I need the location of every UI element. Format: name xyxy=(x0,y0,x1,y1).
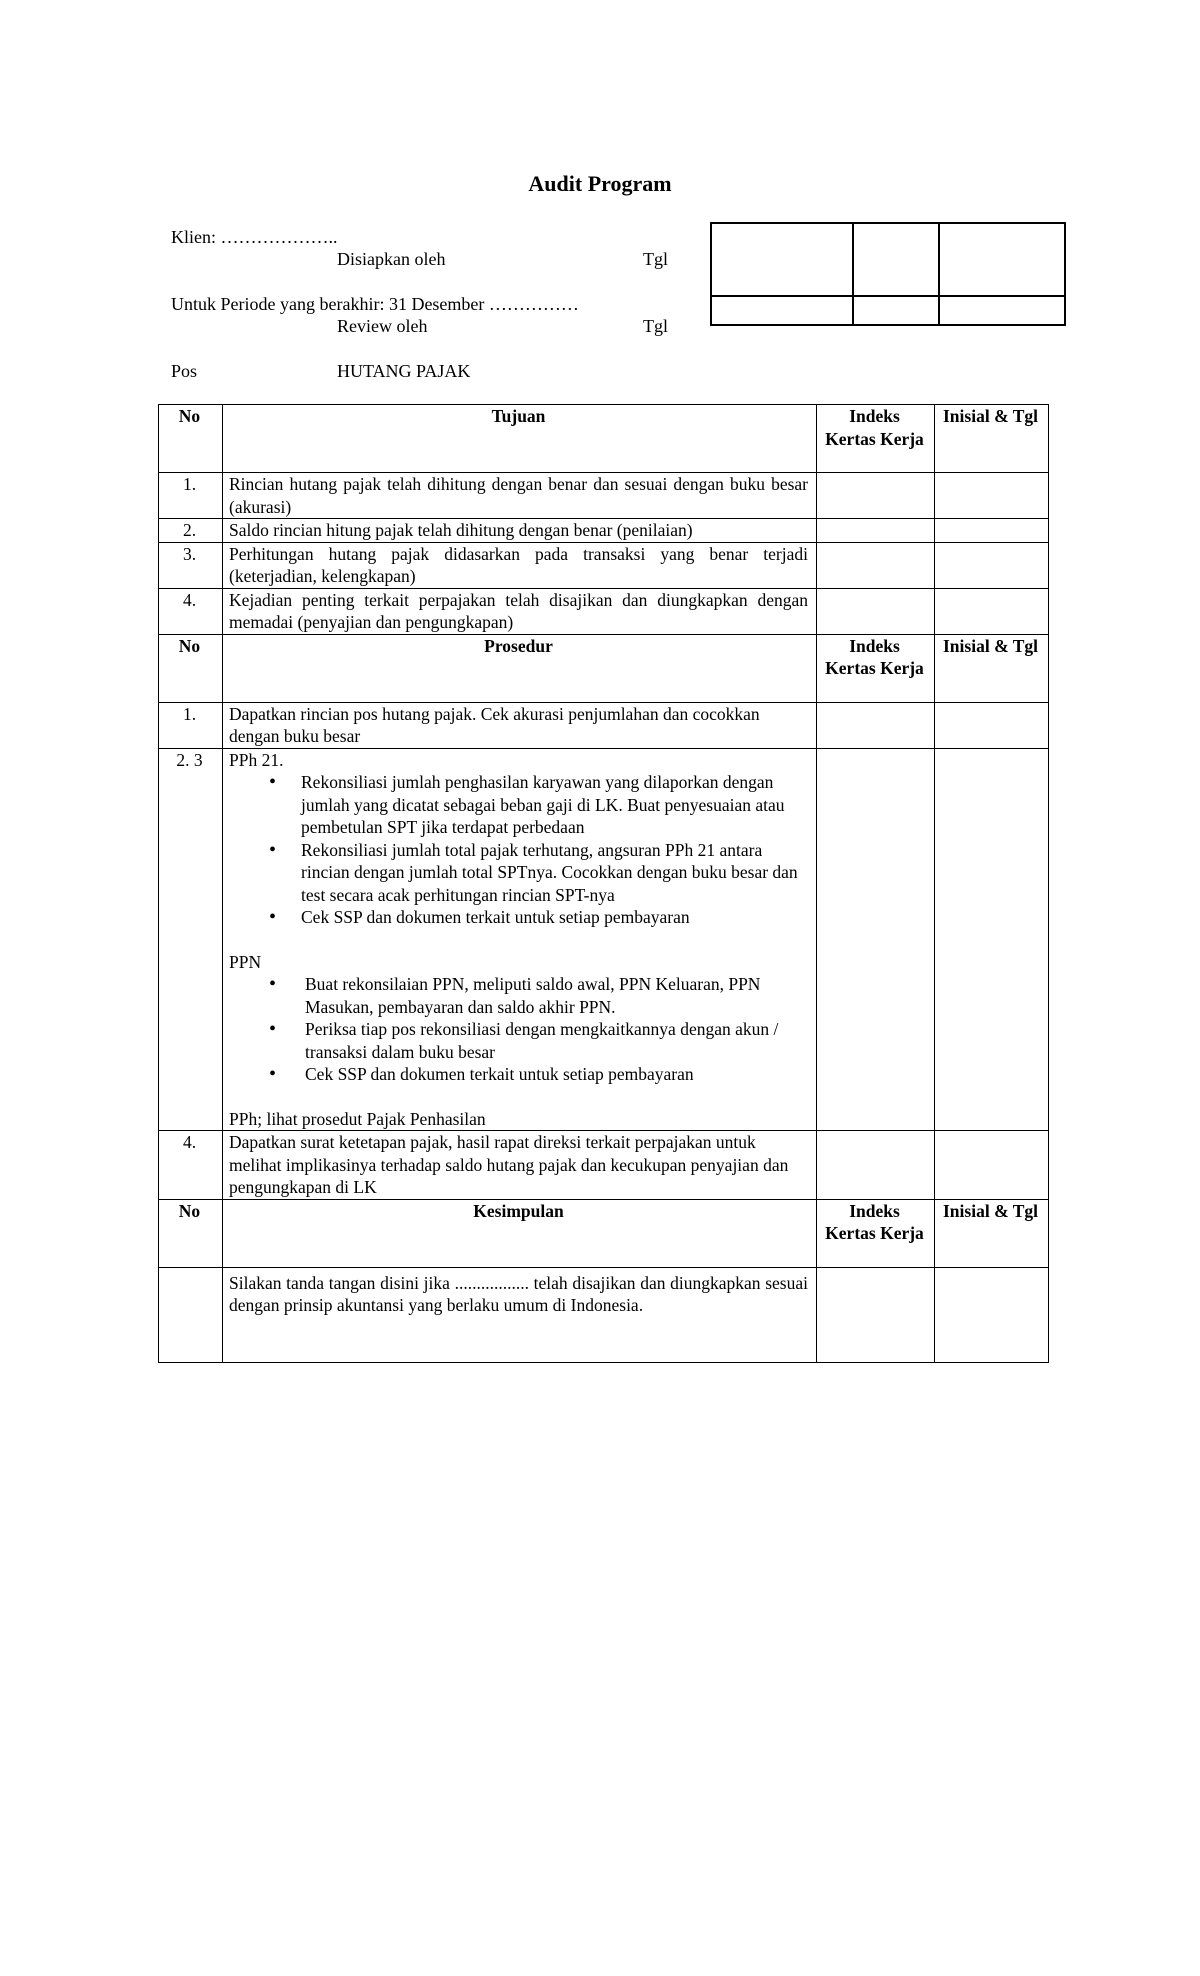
index-header: Indeks Kertas Kerja xyxy=(817,1199,935,1267)
ppn-title: PPN xyxy=(229,951,262,972)
row-number xyxy=(159,1267,223,1362)
signature-box-divider xyxy=(938,224,940,324)
index-cell[interactable] xyxy=(817,519,935,543)
index-header: Indeks Kertas Kerja xyxy=(817,634,935,702)
list-item: • Cek SSP dan dokumen terkait untuk setiap pembayaran xyxy=(229,906,808,929)
pos-value: HUTANG PAJAK xyxy=(337,361,471,381)
initial-cell[interactable] xyxy=(935,588,1049,634)
period-label: Untuk Periode yang berakhir: 31 Desember …………… xyxy=(171,294,579,314)
row-text: Rincian hutang pajak telah dihitung dengan benar dan sesuai dengan buku besar (akurasi) xyxy=(223,473,817,519)
index-cell[interactable] xyxy=(817,702,935,748)
row-number: 1. xyxy=(159,702,223,748)
row-text: Dapatkan rincian pos hutang pajak. Cek akurasi penjumlahan dan cocokkan dengan buku besar xyxy=(223,702,817,748)
signature-box-divider xyxy=(712,295,1064,297)
index-cell[interactable] xyxy=(817,588,935,634)
initial-header: Inisial & Tgl xyxy=(935,634,1049,702)
row-number: 4. xyxy=(159,1131,223,1200)
index-cell[interactable] xyxy=(817,1267,935,1362)
tujuan-header-row xyxy=(159,405,1049,473)
table-row xyxy=(159,748,1049,1131)
table-row xyxy=(159,1267,1049,1362)
pph21-title: PPh 21. xyxy=(229,749,284,770)
table-row xyxy=(159,588,1049,634)
table-row xyxy=(159,702,1049,748)
row-text: Saldo rincian hitung pajak telah dihitung dengan benar (penilaian) xyxy=(223,519,817,543)
audit-program-table xyxy=(158,404,1049,1363)
reviewed-date-label: Tgl xyxy=(643,316,668,336)
index-header: Indeks Kertas Kerja xyxy=(817,405,935,473)
row-number: 2. 3 xyxy=(159,748,223,1131)
pos-label: Pos xyxy=(171,361,198,381)
table-row xyxy=(159,542,1049,588)
initial-cell[interactable] xyxy=(935,473,1049,519)
row-number: 4. xyxy=(159,588,223,634)
pph-note: PPh; lihat prosedut Pajak Penhasilan xyxy=(229,1108,486,1129)
kesimpulan-header: Kesimpulan xyxy=(223,1199,817,1267)
index-cell[interactable] xyxy=(817,1131,935,1200)
initial-cell[interactable] xyxy=(935,702,1049,748)
initial-header: Inisial & Tgl xyxy=(935,405,1049,473)
conclusion-text: Silakan tanda tangan disini jika ................. telah disajikan dan diungkapkan sesuai dengan prinsip akuntansi yang berlaku umum di Indonesia. xyxy=(223,1267,817,1362)
row-number: 3. xyxy=(159,542,223,588)
initial-cell[interactable] xyxy=(935,748,1049,1131)
prepared-date-label: Tgl xyxy=(643,249,668,269)
initial-cell[interactable] xyxy=(935,1267,1049,1362)
list-item: • Periksa tiap pos rekonsiliasi dengan mengkaitkannya dengan akun / transaksi dalam buku besar xyxy=(229,1018,808,1063)
client-label: Klien: ……………….. xyxy=(171,227,338,247)
no-header: No xyxy=(159,1199,223,1267)
index-cell[interactable] xyxy=(817,542,935,588)
reviewed-by-label: Review oleh xyxy=(337,316,428,336)
list-item: • Buat rekonsilaian PPN, meliputi saldo awal, PPN Keluaran, PPN Masukan, pembayaran dan saldo akhir PPN. xyxy=(229,973,808,1018)
ppn-list xyxy=(229,973,808,1086)
table-row xyxy=(159,473,1049,519)
no-header: No xyxy=(159,634,223,702)
row-number: 2. xyxy=(159,519,223,543)
tujuan-header: Tujuan xyxy=(223,405,817,473)
initial-cell[interactable] xyxy=(935,1131,1049,1200)
table-row xyxy=(159,519,1049,543)
row-number: 1. xyxy=(159,473,223,519)
row-text: Perhitungan hutang pajak didasarkan pada transaksi yang benar terjadi (keterjadian, kelengkapan) xyxy=(223,542,817,588)
document-title: Audit Program xyxy=(528,171,672,196)
index-cell[interactable] xyxy=(817,473,935,519)
row-text: Kejadian penting terkait perpajakan telah disajikan dan diungkapkan dengan memadai (penyajian dan pengungkapan) xyxy=(223,588,817,634)
prosedur-header-row xyxy=(159,634,1049,702)
initial-header: Inisial & Tgl xyxy=(935,1199,1049,1267)
signature-box-divider xyxy=(852,224,854,324)
initial-cell[interactable] xyxy=(935,519,1049,543)
table-row xyxy=(159,1131,1049,1200)
pph21-list xyxy=(229,771,808,929)
prosedur-header: Prosedur xyxy=(223,634,817,702)
list-item: • Rekonsiliasi jumlah total pajak terhutang, angsuran PPh 21 antara rincian dengan jumlah total SPTnya. Cocokkan dengan buku besar dan test secara acak perhitungan rincian SPT-nya xyxy=(229,839,808,907)
signature-box-grid xyxy=(710,222,1066,326)
kesimpulan-header-row xyxy=(159,1199,1049,1267)
no-header: No xyxy=(159,405,223,473)
tax-procedures-cell xyxy=(223,748,817,1131)
row-text: Dapatkan surat ketetapan pajak, hasil rapat direksi terkait perpajakan untuk melihat implikasinya terhadap saldo hutang pajak dan kecukupan penyajian dan pengungkapan di LK xyxy=(223,1131,817,1200)
prepared-by-label: Disiapkan oleh xyxy=(337,249,446,269)
list-item: • Rekonsiliasi jumlah penghasilan karyawan yang dilaporkan dengan jumlah yang dicatat sebagai beban gaji di LK. Buat penyesuaian atau pembetulan SPT jika terdapat perbedaan xyxy=(229,771,808,839)
initial-cell[interactable] xyxy=(935,542,1049,588)
index-cell[interactable] xyxy=(817,748,935,1131)
list-item: • Cek SSP dan dokumen terkait untuk setiap pembayaran xyxy=(229,1063,808,1086)
